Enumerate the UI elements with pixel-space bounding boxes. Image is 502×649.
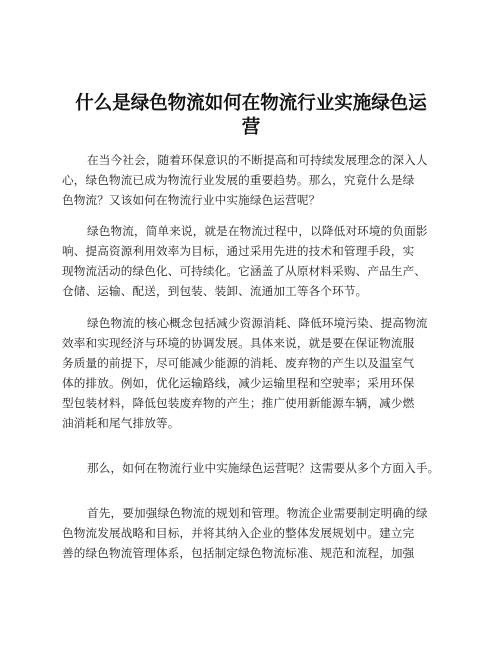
text-line: 现物流活动的绿色化、可持续化。它涵盖了从原材料采购、产品生产、 <box>62 264 427 278</box>
title-line-2: 营 <box>241 117 261 138</box>
paragraph-intro <box>62 150 442 210</box>
document-title <box>60 92 442 140</box>
text-line: 在当今社会，随着环保意识的不断提高和可持续发展理念的深入人 <box>87 153 428 167</box>
text-line: 善的绿色物流管理体系，包括制定绿色物流标准、规范和流程，加强 <box>62 546 415 560</box>
paragraph-first-step <box>62 503 442 563</box>
text-line: 绿色物流的核心概念包括减少资源消耗、降低环境污染、提高物流 <box>87 316 428 330</box>
text-line: 绿色物流，简单来说，就是在物流过程中，以降低对环境的负面影 <box>87 224 428 238</box>
text-line: 效率和实现经济与环境的协调发展。具体来说，就是要在保证物流服 <box>62 336 415 350</box>
text-line: 务质量的前提下，尽可能减少能源的消耗、废弃物的产生以及温室气 <box>62 356 415 370</box>
paragraph-definition <box>62 221 442 301</box>
text-line: 仓储、运输、配送，到包装、装卸、流通加工等各个环节。 <box>62 284 368 298</box>
text-line: 色物流发展战略和目标，并将其纳入企业的整体发展规划中。建立完 <box>62 526 415 540</box>
text-line: 心，绿色物流已成为物流行业发展的重要趋势。那么，究竟什么是绿 <box>62 173 415 187</box>
text-line: 型包装材料，降低包装废弃物的产生；推广使用新能源车辆，减少燃 <box>62 396 415 410</box>
text-line: 油消耗和尾气排放等。 <box>62 416 180 430</box>
text-line: 首先，要加强绿色物流的规划和管理。物流企业需要制定明确的绿 <box>87 506 428 520</box>
paragraph-question <box>62 458 442 478</box>
text-line: 色物流？又该如何在物流行业中实施绿色运营呢？ <box>62 193 321 207</box>
paragraph-core-concept <box>62 313 442 433</box>
text-line: 响、提高资源利用效率为目标，通过采用先进的技术和管理手段，实 <box>62 244 415 258</box>
title-line-1: 什么是绿色物流如何在物流行业实施绿色运 <box>75 93 427 114</box>
text-line: 那么，如何在物流行业中实施绿色运营呢？这需要从多个方面入手。 <box>87 461 440 475</box>
text-line: 体的排放。例如，优化运输路线，减少运输里程和空驶率；采用环保 <box>62 376 415 390</box>
